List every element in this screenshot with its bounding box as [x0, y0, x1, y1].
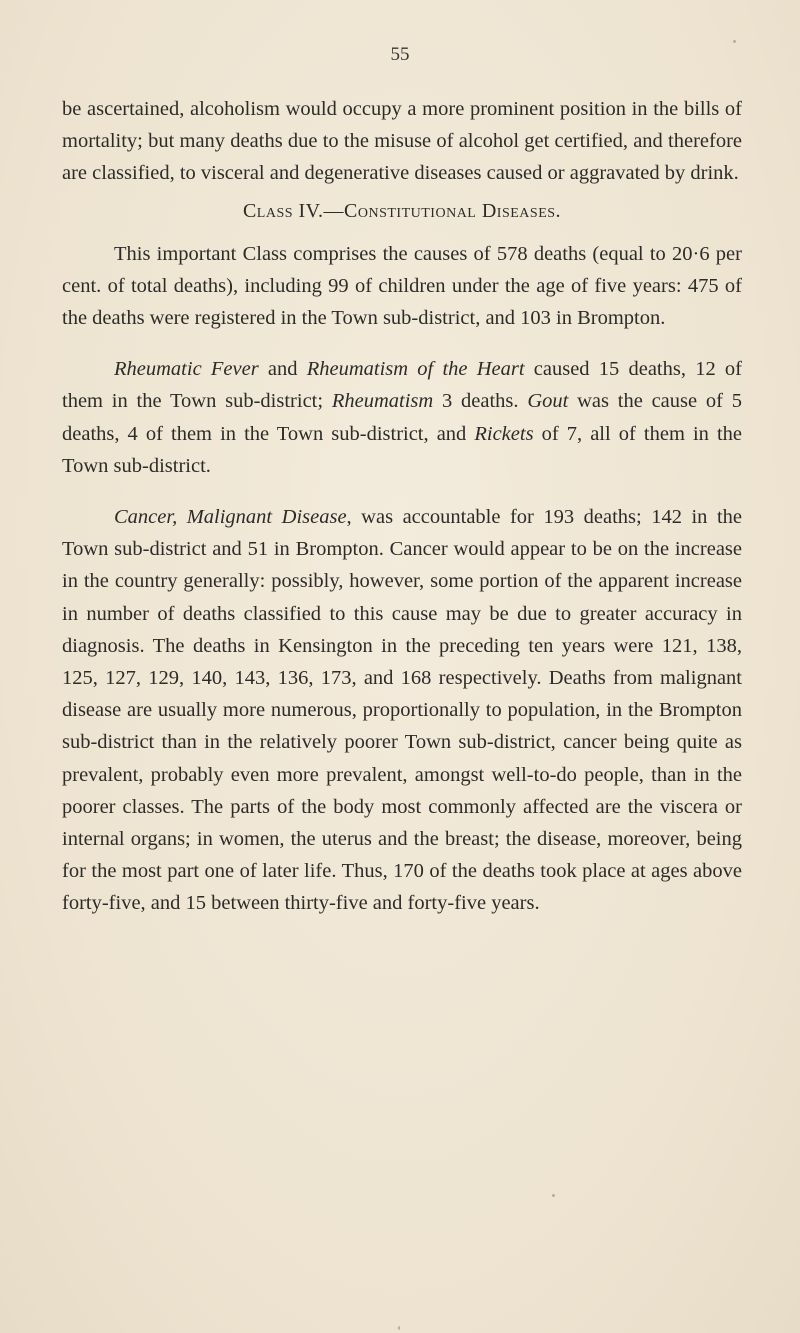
text-run: and — [258, 358, 307, 381]
paragraph-gap — [62, 334, 742, 353]
term-rheumatism: Rheumatism — [331, 390, 434, 413]
paragraph-continuation: be ascertained, alcoholism would occupy a more prominent position in the bills of mortality; but many deaths due to the misuse of alcohol get certified, and therefore are classified, to visceral and degenerative diseases caused or aggravated by drink. — [62, 98, 742, 185]
text-run: caused 15 deaths, 12 of them in the Town sub-district; — [62, 358, 742, 413]
term-rheumatic-fever: Rheumatic Fever — [114, 358, 259, 381]
term-cancer-malignant-disease: Cancer, Malignant Disease — [114, 506, 347, 529]
section-heading: Class IV.—Constitutional Diseases. — [242, 199, 562, 222]
paper-speck — [552, 1194, 555, 1197]
paragraph-class-iv-summary: This important Class comprises the causes of 578 deaths (equal to 20·6 per cent. of total deaths), including 99 of children under the age of five years: 475 of the deaths were registered in the Town sub-district, and 103 in Brompton. — [62, 242, 742, 330]
text-run: 3 deaths. — [433, 390, 528, 413]
body-text — [62, 93, 742, 920]
paragraph-cancer — [62, 501, 742, 920]
paper-speck — [398, 1326, 400, 1330]
text-run: of 7, all of them in the Town sub-district. — [62, 422, 742, 477]
paragraph-rheumatic-diseases — [62, 353, 742, 482]
text-run: , was accountable for 193 deaths; 142 in the Town sub-district and 51 in Brompton. Cancer would appear to be on the increase in the country generally: possibly, however, some portion of the apparent increase in number of deaths classified to this cause may be due to greater accuracy in diagnosis. The deaths in Kensington in the preceding ten years were 121, 138, 125, 127, 129, 140, 143, 136, 173, and 168 respectively. Deaths from malignant disease are usually more numerous, proportionally to population, in the Brompton sub-district than in the relatively poorer Town sub-district, cancer being quite as prevalent, probably even more prevalent, amongst well-to-do people, than in the poorer classes. The parts of the body most commonly affected are the viscera or internal organs; in women, the uterus and the breast; the disease, moreover, being for the most part one of later life. Thus, 170 of the deaths took place at ages above forty-five, and 15 between thirty-five and forty-five years. — [62, 506, 742, 915]
term-rickets: Rickets — [474, 422, 534, 445]
term-gout: Gout — [527, 390, 569, 413]
paragraph-gap — [62, 482, 742, 501]
text-run: was the cause of 5 deaths, 4 of them in the Town sub-district, and — [62, 390, 742, 445]
term-rheumatism-of-heart: Rheumatism of the Heart — [306, 358, 525, 381]
paper-speck — [733, 40, 736, 43]
page-number: 55 — [390, 44, 410, 65]
